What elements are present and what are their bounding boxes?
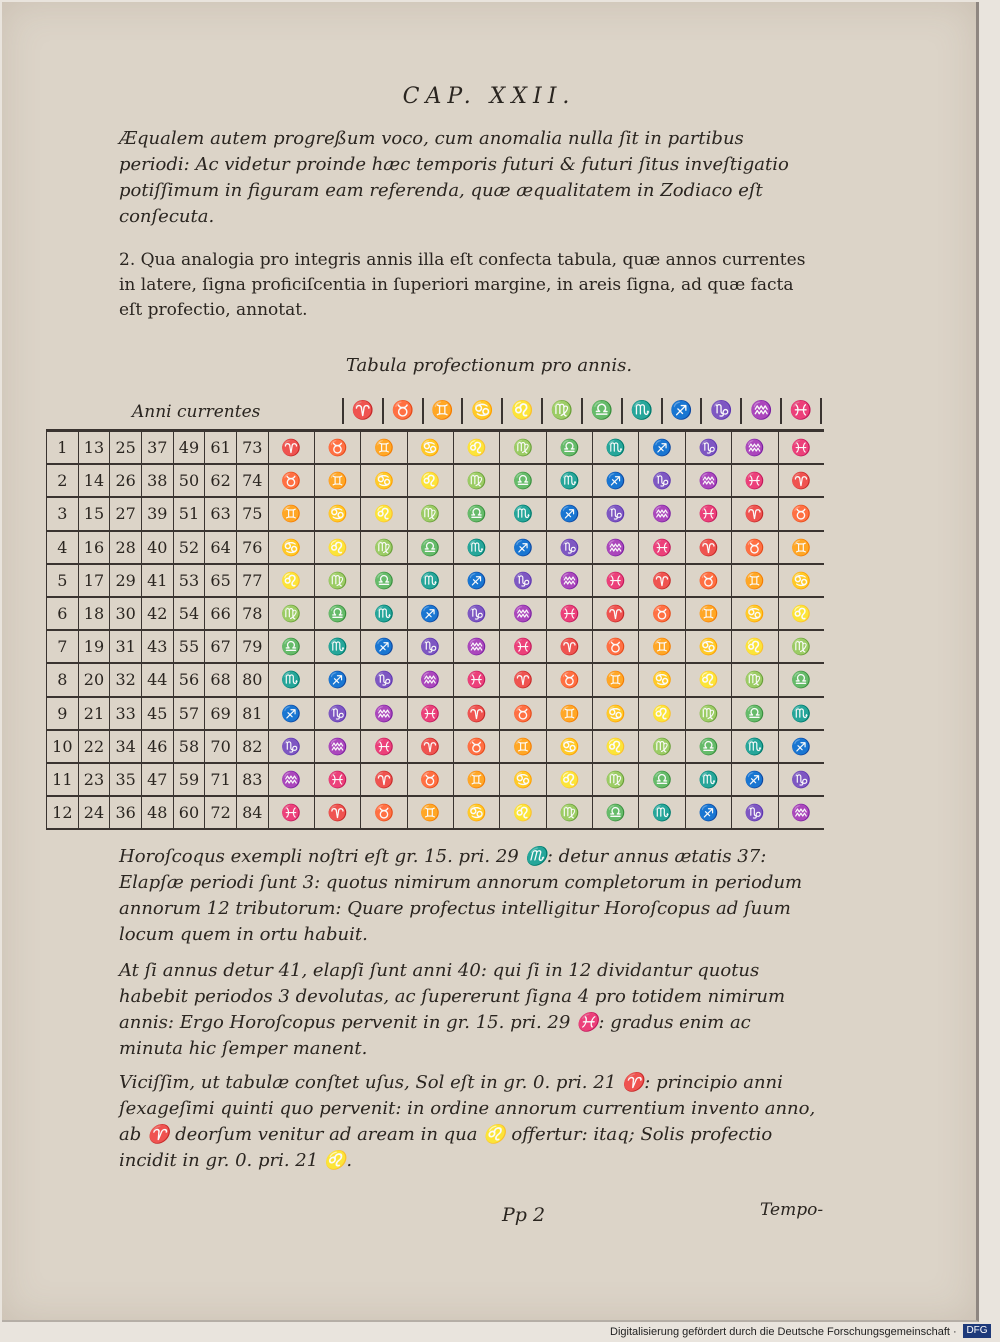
year-cell: 82 bbox=[236, 730, 268, 763]
sign-cell: ♏ bbox=[685, 763, 731, 796]
sign-cell: ♈ bbox=[778, 464, 824, 497]
year-cell: 31 bbox=[110, 630, 142, 663]
sign-cell: ♎ bbox=[500, 464, 546, 497]
year-cell: 18 bbox=[78, 597, 110, 630]
sign-cell: ♎ bbox=[268, 630, 314, 663]
dfg-logo: DFG bbox=[963, 1324, 991, 1338]
year-cell: 22 bbox=[78, 730, 110, 763]
sign-cell: ♎ bbox=[778, 663, 824, 696]
table-row bbox=[47, 730, 825, 763]
year-cell: 14 bbox=[78, 464, 110, 497]
sign-header-cell: ♋ bbox=[461, 398, 501, 424]
year-cell: 25 bbox=[110, 431, 142, 465]
year-cell: 80 bbox=[236, 663, 268, 696]
sign-cell: ♑ bbox=[639, 464, 685, 497]
sign-cell: ♎ bbox=[454, 497, 500, 530]
sign-cell: ♉ bbox=[314, 431, 360, 465]
sign-cell: ♒ bbox=[454, 630, 500, 663]
year-cell: 13 bbox=[78, 431, 110, 465]
year-cell: 11 bbox=[47, 763, 79, 796]
year-cell: 78 bbox=[236, 597, 268, 630]
sign-cell: ♋ bbox=[361, 464, 407, 497]
year-cell: 36 bbox=[110, 796, 142, 829]
year-cell: 23 bbox=[78, 763, 110, 796]
sign-cell: ♒ bbox=[593, 531, 639, 564]
sign-cell: ♈ bbox=[593, 597, 639, 630]
sign-cell: ♌ bbox=[407, 464, 453, 497]
sign-cell: ♊ bbox=[407, 796, 453, 829]
sign-cell: ♍ bbox=[732, 663, 778, 696]
sign-cell: ♏ bbox=[593, 431, 639, 465]
sign-cell: ♒ bbox=[685, 464, 731, 497]
sign-cell: ♍ bbox=[314, 564, 360, 597]
sign-cell: ♓ bbox=[778, 431, 824, 465]
sign-cell: ♈ bbox=[314, 796, 360, 829]
sign-cell: ♏ bbox=[639, 796, 685, 829]
sign-cell: ♈ bbox=[732, 497, 778, 530]
table-row bbox=[47, 431, 825, 465]
sign-cell: ♌ bbox=[685, 663, 731, 696]
sign-cell: ♎ bbox=[732, 697, 778, 730]
year-cell: 12 bbox=[47, 796, 79, 829]
sign-cell: ♋ bbox=[407, 431, 453, 465]
sign-cell: ♋ bbox=[546, 730, 592, 763]
sign-cell: ♉ bbox=[685, 564, 731, 597]
year-cell: 75 bbox=[236, 497, 268, 530]
sign-header-cell: ♒ bbox=[740, 398, 780, 424]
sign-cell: ♐ bbox=[593, 464, 639, 497]
sign-cell: ♊ bbox=[268, 497, 314, 530]
year-cell: 30 bbox=[110, 597, 142, 630]
year-cell: 67 bbox=[205, 630, 237, 663]
sign-cell: ♌ bbox=[268, 564, 314, 597]
sign-cell: ♍ bbox=[361, 531, 407, 564]
year-cell: 49 bbox=[173, 431, 205, 465]
year-cell: 58 bbox=[173, 730, 205, 763]
table-row bbox=[47, 630, 825, 663]
year-cell: 2 bbox=[47, 464, 79, 497]
book-page bbox=[2, 2, 979, 1322]
year-cell: 64 bbox=[205, 531, 237, 564]
sign-cell: ♐ bbox=[314, 663, 360, 696]
sign-cell: ♑ bbox=[685, 431, 731, 465]
year-cell: 50 bbox=[173, 464, 205, 497]
sign-cell: ♋ bbox=[454, 796, 500, 829]
sign-cell: ♒ bbox=[639, 497, 685, 530]
sign-cell: ♓ bbox=[361, 730, 407, 763]
sign-cell: ♑ bbox=[407, 630, 453, 663]
sign-cell: ♊ bbox=[314, 464, 360, 497]
year-cell: 72 bbox=[205, 796, 237, 829]
sign-cell: ♐ bbox=[407, 597, 453, 630]
year-cell: 60 bbox=[173, 796, 205, 829]
sign-cell: ♒ bbox=[361, 697, 407, 730]
sign-cell: ♌ bbox=[639, 697, 685, 730]
year-cell: 62 bbox=[205, 464, 237, 497]
signature-mark: Pp 2 bbox=[502, 1204, 546, 1226]
year-cell: 69 bbox=[205, 697, 237, 730]
year-cell: 70 bbox=[205, 730, 237, 763]
table-row bbox=[47, 597, 825, 630]
year-cell: 73 bbox=[236, 431, 268, 465]
sign-cell: ♏ bbox=[500, 497, 546, 530]
year-cell: 51 bbox=[173, 497, 205, 530]
sign-cell: ♋ bbox=[685, 630, 731, 663]
sign-cell: ♋ bbox=[500, 763, 546, 796]
sign-cell: ♑ bbox=[454, 597, 500, 630]
year-cell: 41 bbox=[141, 564, 173, 597]
year-cell: 16 bbox=[78, 531, 110, 564]
sign-cell: ♑ bbox=[361, 663, 407, 696]
sign-cell: ♐ bbox=[639, 431, 685, 465]
sign-cell: ♍ bbox=[500, 431, 546, 465]
year-cell: 42 bbox=[141, 597, 173, 630]
sign-cell: ♈ bbox=[407, 730, 453, 763]
sign-header-cell: ♍ bbox=[541, 398, 581, 424]
paragraph-2: 2. Qua analogia pro integris annis illa eſt confecta tabula, quæ annos currentes in latere, ſigna proficiſcentia in ſuperiori margine, in areis ſigna, ad quæ facta eſt profectio, annotat. bbox=[119, 250, 806, 320]
paragraph-4: At ſi annus detur 41, elapſi ſunt anni 40: qui ſi in 12 dividantur quotus habebit periodos 3 devolutas, ac ſupererunt ſigna 4 pro totidem nimirum annis: Ergo Horoſcopus pervenit in gr. 15. pri. 29 ♓: gradus enim ac minuta hic ſemper manent. bbox=[119, 960, 786, 1059]
year-cell: 65 bbox=[205, 564, 237, 597]
sign-cell: ♌ bbox=[778, 597, 824, 630]
sign-cell: ♈ bbox=[268, 431, 314, 465]
year-cell: 6 bbox=[47, 597, 79, 630]
year-cell: 74 bbox=[236, 464, 268, 497]
year-cell: 68 bbox=[205, 663, 237, 696]
table-row bbox=[47, 564, 825, 597]
year-cell: 20 bbox=[78, 663, 110, 696]
sign-cell: ♒ bbox=[546, 564, 592, 597]
year-cell: 19 bbox=[78, 630, 110, 663]
year-cell: 33 bbox=[110, 697, 142, 730]
sign-cell: ♓ bbox=[546, 597, 592, 630]
sign-cell: ♌ bbox=[732, 630, 778, 663]
sign-cell: ♌ bbox=[314, 531, 360, 564]
sign-cell: ♉ bbox=[732, 531, 778, 564]
sign-cell: ♑ bbox=[500, 564, 546, 597]
year-cell: 26 bbox=[110, 464, 142, 497]
sign-cell: ♓ bbox=[314, 763, 360, 796]
profection-table bbox=[46, 429, 824, 830]
year-cell: 46 bbox=[141, 730, 173, 763]
sign-cell: ♋ bbox=[314, 497, 360, 530]
sign-cell: ♌ bbox=[593, 730, 639, 763]
sign-cell: ♐ bbox=[778, 730, 824, 763]
sign-cell: ♑ bbox=[732, 796, 778, 829]
sign-cell: ♎ bbox=[593, 796, 639, 829]
sign-cell: ♋ bbox=[778, 564, 824, 597]
sign-cell: ♒ bbox=[500, 597, 546, 630]
year-cell: 29 bbox=[110, 564, 142, 597]
year-cell: 3 bbox=[47, 497, 79, 530]
sign-cell: ♍ bbox=[268, 597, 314, 630]
year-cell: 53 bbox=[173, 564, 205, 597]
sign-cell: ♊ bbox=[732, 564, 778, 597]
sign-cell: ♐ bbox=[268, 697, 314, 730]
sign-header-row bbox=[342, 398, 822, 424]
sign-cell: ♊ bbox=[361, 431, 407, 465]
table-header-label: Anni currentes bbox=[132, 402, 261, 422]
year-cell: 38 bbox=[141, 464, 173, 497]
sign-cell: ♈ bbox=[639, 564, 685, 597]
sign-cell: ♊ bbox=[500, 730, 546, 763]
sign-cell: ♍ bbox=[639, 730, 685, 763]
year-cell: 71 bbox=[205, 763, 237, 796]
year-cell: 37 bbox=[141, 431, 173, 465]
sign-cell: ♓ bbox=[407, 697, 453, 730]
sign-cell: ♓ bbox=[732, 464, 778, 497]
sign-cell: ♉ bbox=[639, 597, 685, 630]
sign-cell: ♉ bbox=[546, 663, 592, 696]
year-cell: 52 bbox=[173, 531, 205, 564]
sign-cell: ♉ bbox=[593, 630, 639, 663]
year-cell: 24 bbox=[78, 796, 110, 829]
sign-cell: ♈ bbox=[546, 630, 592, 663]
sign-cell: ♈ bbox=[454, 697, 500, 730]
sign-cell: ♌ bbox=[454, 431, 500, 465]
year-cell: 83 bbox=[236, 763, 268, 796]
sign-header-cell: ♑ bbox=[700, 398, 740, 424]
year-cell: 47 bbox=[141, 763, 173, 796]
table-row bbox=[47, 663, 825, 696]
table-row bbox=[47, 464, 825, 497]
sign-cell: ♈ bbox=[361, 763, 407, 796]
sign-cell: ♒ bbox=[732, 431, 778, 465]
sign-cell: ♍ bbox=[454, 464, 500, 497]
year-cell: 44 bbox=[141, 663, 173, 696]
sign-cell: ♐ bbox=[454, 564, 500, 597]
sign-cell: ♏ bbox=[732, 730, 778, 763]
sign-cell: ♈ bbox=[685, 531, 731, 564]
paragraph-1: Æqualem autem progreßum voco, cum anomalia nulla ſit in partibus periodi: Ac videtur proinde hæc temporis futuri & futuri ſitus inveſtigatio potiſſimum in figuram eam referenda, quæ æqualitatem in Zodiaco eſt conſecuta. bbox=[119, 128, 789, 227]
sign-header-cell: ♌ bbox=[501, 398, 541, 424]
sign-cell: ♈ bbox=[500, 663, 546, 696]
sign-cell: ♉ bbox=[454, 730, 500, 763]
table-row bbox=[47, 497, 825, 530]
sign-cell: ♎ bbox=[685, 730, 731, 763]
sign-cell: ♍ bbox=[407, 497, 453, 530]
year-cell: 5 bbox=[47, 564, 79, 597]
year-cell: 79 bbox=[236, 630, 268, 663]
year-cell: 77 bbox=[236, 564, 268, 597]
sign-cell: ♐ bbox=[685, 796, 731, 829]
sign-cell: ♉ bbox=[268, 464, 314, 497]
year-cell: 45 bbox=[141, 697, 173, 730]
year-cell: 54 bbox=[173, 597, 205, 630]
year-cell: 39 bbox=[141, 497, 173, 530]
sign-cell: ♐ bbox=[500, 531, 546, 564]
year-cell: 84 bbox=[236, 796, 268, 829]
catchword: Tempo- bbox=[760, 1200, 824, 1220]
sign-cell: ♏ bbox=[454, 531, 500, 564]
year-cell: 9 bbox=[47, 697, 79, 730]
table-row bbox=[47, 531, 825, 564]
sign-cell: ♒ bbox=[314, 730, 360, 763]
sign-cell: ♊ bbox=[454, 763, 500, 796]
sign-cell: ♏ bbox=[361, 597, 407, 630]
year-cell: 66 bbox=[205, 597, 237, 630]
sign-cell: ♋ bbox=[732, 597, 778, 630]
sign-cell: ♑ bbox=[593, 497, 639, 530]
sign-cell: ♐ bbox=[546, 497, 592, 530]
chapter-heading: CAP. XXII. bbox=[402, 84, 576, 109]
sign-cell: ♎ bbox=[407, 531, 453, 564]
sign-cell: ♉ bbox=[407, 763, 453, 796]
sign-cell: ♏ bbox=[778, 697, 824, 730]
year-cell: 43 bbox=[141, 630, 173, 663]
year-cell: 81 bbox=[236, 697, 268, 730]
sign-cell: ♌ bbox=[546, 763, 592, 796]
sign-cell: ♍ bbox=[778, 630, 824, 663]
paragraph-3: Horoſcoqus exempli noſtri eſt gr. 15. pri. 29 ♏: detur annus ætatis 37: Elapſæ periodi ſunt 3: quotus nimirum annorum completorum in periodum annorum 12 tributorum: Quare profectus intelligitur Horoſcopus ad ſuum locum quem in ortu habuit. bbox=[119, 846, 803, 945]
sign-cell: ♒ bbox=[268, 763, 314, 796]
sign-cell: ♒ bbox=[407, 663, 453, 696]
sign-cell: ♏ bbox=[314, 630, 360, 663]
year-cell: 55 bbox=[173, 630, 205, 663]
year-cell: 34 bbox=[110, 730, 142, 763]
sign-cell: ♓ bbox=[454, 663, 500, 696]
table-row bbox=[47, 697, 825, 730]
sign-cell: ♑ bbox=[314, 697, 360, 730]
year-cell: 4 bbox=[47, 531, 79, 564]
year-cell: 28 bbox=[110, 531, 142, 564]
sign-cell: ♐ bbox=[732, 763, 778, 796]
year-cell: 59 bbox=[173, 763, 205, 796]
sign-cell: ♓ bbox=[593, 564, 639, 597]
sign-header-cell: ♎ bbox=[581, 398, 621, 424]
table-caption: Tabula profectionum pro annis. bbox=[345, 355, 633, 376]
sign-cell: ♓ bbox=[500, 630, 546, 663]
sign-cell: ♊ bbox=[778, 531, 824, 564]
sign-cell: ♑ bbox=[268, 730, 314, 763]
sign-cell: ♏ bbox=[407, 564, 453, 597]
year-cell: 40 bbox=[141, 531, 173, 564]
sign-cell: ♌ bbox=[361, 497, 407, 530]
table-row bbox=[47, 763, 825, 796]
sign-cell: ♍ bbox=[593, 763, 639, 796]
year-cell: 32 bbox=[110, 663, 142, 696]
sign-cell: ♐ bbox=[361, 630, 407, 663]
year-cell: 76 bbox=[236, 531, 268, 564]
sign-cell: ♒ bbox=[778, 796, 824, 829]
sign-header-cell: ♏ bbox=[621, 398, 661, 424]
year-cell: 61 bbox=[205, 431, 237, 465]
year-cell: 27 bbox=[110, 497, 142, 530]
sign-cell: ♌ bbox=[500, 796, 546, 829]
sign-cell: ♓ bbox=[639, 531, 685, 564]
year-cell: 35 bbox=[110, 763, 142, 796]
sign-cell: ♊ bbox=[593, 663, 639, 696]
year-cell: 57 bbox=[173, 697, 205, 730]
year-cell: 17 bbox=[78, 564, 110, 597]
table-row bbox=[47, 796, 825, 829]
sign-cell: ♍ bbox=[685, 697, 731, 730]
sign-cell: ♏ bbox=[268, 663, 314, 696]
sign-cell: ♎ bbox=[314, 597, 360, 630]
sign-header-cell: ♉ bbox=[382, 398, 422, 424]
sign-cell: ♎ bbox=[546, 431, 592, 465]
sign-cell: ♋ bbox=[593, 697, 639, 730]
sign-cell: ♑ bbox=[546, 531, 592, 564]
sign-cell: ♊ bbox=[546, 697, 592, 730]
sign-header-cell: ♓ bbox=[780, 398, 822, 424]
sign-cell: ♎ bbox=[361, 564, 407, 597]
sign-cell: ♉ bbox=[500, 697, 546, 730]
sign-cell: ♓ bbox=[685, 497, 731, 530]
year-cell: 48 bbox=[141, 796, 173, 829]
year-cell: 21 bbox=[78, 697, 110, 730]
year-cell: 7 bbox=[47, 630, 79, 663]
funding-banner: Digitalisierung gefördert durch die Deutsche Forschungsgemeinschaft · bbox=[610, 1326, 957, 1338]
sign-header-cell: ♐ bbox=[661, 398, 701, 424]
sign-cell: ♏ bbox=[546, 464, 592, 497]
year-cell: 1 bbox=[47, 431, 79, 465]
sign-cell: ♉ bbox=[778, 497, 824, 530]
sign-header-cell: ♈ bbox=[342, 398, 382, 424]
year-cell: 8 bbox=[47, 663, 79, 696]
sign-header-cell: ♊ bbox=[422, 398, 462, 424]
year-cell: 15 bbox=[78, 497, 110, 530]
sign-cell: ♎ bbox=[639, 763, 685, 796]
sign-cell: ♉ bbox=[361, 796, 407, 829]
sign-cell: ♊ bbox=[685, 597, 731, 630]
sign-cell: ♑ bbox=[778, 763, 824, 796]
paragraph-5: Viciſſim, ut tabulæ conſtet uſus, Sol eſt in gr. 0. pri. 21 ♈: principio anni ſexageſimi quinti quo pervenit: in ordine annorum currentium invento anno, ab ♈ deorſum venitur ad aream in qua ♌ offertur: itaq; Solis profectio incidit in gr. 0. pri. 21 ♌. bbox=[119, 1072, 816, 1171]
year-cell: 63 bbox=[205, 497, 237, 530]
year-cell: 56 bbox=[173, 663, 205, 696]
sign-cell: ♓ bbox=[268, 796, 314, 829]
sign-cell: ♋ bbox=[639, 663, 685, 696]
year-cell: 10 bbox=[47, 730, 79, 763]
sign-cell: ♋ bbox=[268, 531, 314, 564]
sign-cell: ♊ bbox=[639, 630, 685, 663]
sign-cell: ♍ bbox=[546, 796, 592, 829]
